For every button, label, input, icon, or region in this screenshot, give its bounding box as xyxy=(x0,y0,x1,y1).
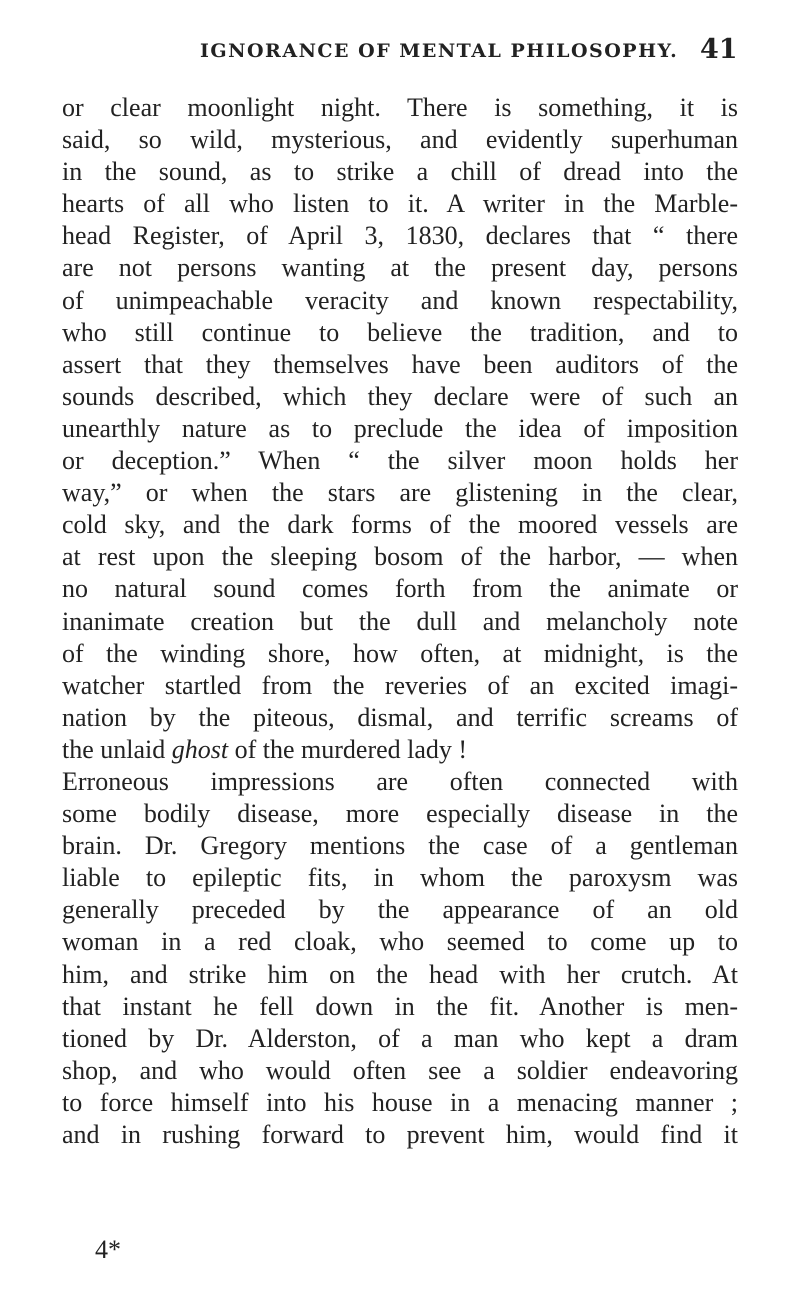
text-line: tioned by Dr. Alderston, of a man who kept a dram xyxy=(62,1023,738,1053)
text-line: nation by the piteous, dismal, and terrific screams of xyxy=(62,702,738,732)
text-line: him, and strike him on the head with her crutch. At xyxy=(62,959,738,989)
text-line: woman in a red cloak, who seemed to come up to xyxy=(62,927,738,957)
italic-word: ghost xyxy=(171,734,229,764)
text-line: watcher startled from the reveries of an excited imagi- xyxy=(62,670,738,700)
text-line: cold sky, and the dark forms of the moored vessels are xyxy=(62,510,738,540)
text-line: way,” or when the stars are glistening in the clear, xyxy=(62,478,738,508)
text-line: liable to epileptic fits, in whom the paroxysm was xyxy=(62,863,738,893)
text-line: are not persons wanting at the present day, persons xyxy=(62,253,738,283)
text-line: generally preceded by the appearance of an old xyxy=(62,895,738,925)
text-line: unearthly nature as to preclude the idea of imposition xyxy=(62,413,738,443)
text-line: or deception.” When “ the silver moon holds her xyxy=(62,446,738,476)
text-line: some bodily disease, more especially disease in the xyxy=(62,799,738,829)
text-line: in the sound, as to strike a chill of dread into the xyxy=(62,157,738,187)
text-line: hearts of all who listen to it. A writer in the Marble- xyxy=(62,189,738,219)
page-number: 41 xyxy=(700,34,738,65)
text-line: at rest upon the sleeping bosom of the harbor, — when xyxy=(62,542,738,572)
text-line xyxy=(62,734,738,766)
text-line: brain. Dr. Gregory mentions the case of a gentleman xyxy=(62,831,738,861)
text-line: no natural sound comes forth from the animate or xyxy=(62,574,738,604)
text-line: inanimate creation but the dull and melancholy note xyxy=(62,606,738,636)
text-fragment: the unlaid xyxy=(62,734,172,764)
text-line: said, so wild, mysterious, and evidently superhuman xyxy=(62,125,738,155)
text-line: that instant he fell down in the fit. Another is men- xyxy=(62,991,738,1021)
body-text xyxy=(62,92,738,1151)
text-line: of the winding shore, how often, at midnight, is the xyxy=(62,638,738,668)
text-line: sounds described, which they declare were of such an xyxy=(62,381,738,411)
text-line: and in rushing forward to prevent him, would find it xyxy=(62,1120,738,1149)
signature-mark: 4* xyxy=(95,1235,121,1264)
text-line: head Register, of April 3, 1830, declares that “ there xyxy=(62,221,738,251)
running-title: IGNORANCE OF MENTAL PHILOSOPHY. xyxy=(200,40,679,62)
text-line: or clear moonlight night. There is something, it is xyxy=(62,93,738,122)
text-line: of unimpeachable veracity and known respectability, xyxy=(62,285,738,315)
page-header xyxy=(0,34,800,70)
text-line: who still continue to believe the tradition, and to xyxy=(62,317,738,347)
text-line: assert that they themselves have been auditors of the xyxy=(62,349,738,379)
text-fragment: of the murdered lady ! xyxy=(228,734,468,764)
text-line: to force himself into his house in a menacing manner ; xyxy=(62,1087,738,1117)
text-line: Erroneous impressions are often connected with xyxy=(62,766,738,796)
text-line: shop, and who would often see a soldier endeavoring xyxy=(62,1055,738,1085)
